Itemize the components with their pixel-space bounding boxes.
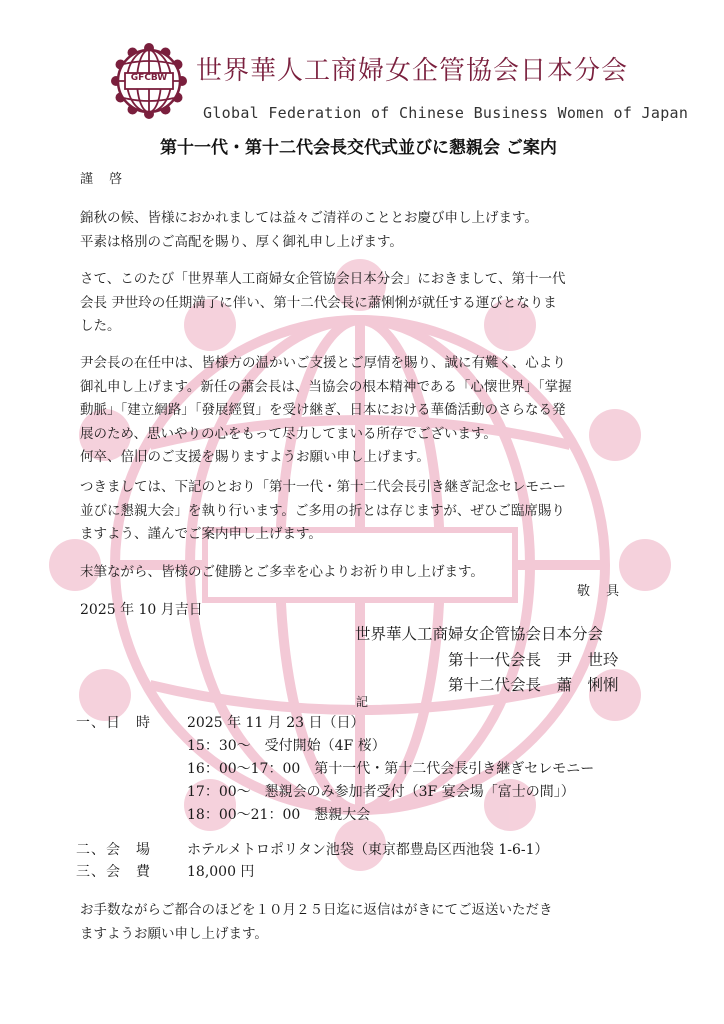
- paragraph-4: [80, 476, 655, 547]
- footer-line: ますようお願い申し上げます。: [80, 925, 268, 942]
- paragraph-1: [80, 207, 655, 254]
- datetime-line: 16：00～17：00 第十一代・第十二代会長引き継ぎセレモニー: [187, 761, 595, 777]
- org-name-jp: 世界華人工商婦女企管協会日本分会: [196, 56, 629, 86]
- paragraph-3: [80, 352, 655, 470]
- paragraph-line: つきましては、下記のとおり「第十一代・第十二代会長引き継ぎ記念セレモニー: [80, 479, 566, 495]
- paragraph-line: 会長 尹世玲の任期満了に伴い、第十二代会長に蕭悧悧が就任する運びとなりま: [80, 294, 557, 311]
- footer-line: お手数ながらご都合のほどを１０月２５日迄に返信はがきにてご返送いただき: [80, 902, 553, 918]
- closing: 敬 具: [577, 584, 626, 599]
- org-name-en: Global Federation of Chinese Business Women of Japan: [203, 104, 689, 122]
- datetime-label: 一、日 時: [76, 715, 151, 731]
- paragraph-line: 錦秋の候、皆様におかれましては益々ご清祥のこととお慶び申し上げます。: [80, 210, 538, 226]
- paragraph-2: [80, 268, 655, 339]
- paragraph-line: 並びに懇親大会」を執り行います。ご多用の折とは存じますが、ぜひご臨席賜り: [80, 502, 565, 519]
- fee-value: 18,000 円: [187, 864, 255, 880]
- date: 2025 年 10 月吉日: [80, 602, 203, 618]
- paragraph-line: した。: [80, 318, 121, 334]
- fee-label: 三、会 費: [76, 864, 151, 880]
- paragraph-line: 末筆ながら、皆様のご健勝とご多幸を心よりお祈り申し上げます。: [80, 564, 484, 580]
- paragraph-line: 何卒、倍旧のご支援を賜りますようお願い申し上げます。: [80, 449, 430, 465]
- paragraph-line: ますよう、謹んでご案内申し上げます。: [80, 526, 322, 542]
- signature-line-2: 第十二代会長 蕭 悧悧: [448, 676, 619, 694]
- datetime-line: 15：30～ 受付開始（4F 桜）: [187, 738, 386, 754]
- greeting: 謹 啓: [80, 172, 129, 187]
- logo-text: GFCBW: [130, 73, 168, 83]
- venue-value: ホテルメトロポリタン池袋（東京都豊島区西池袋 1-6-1）: [187, 842, 549, 858]
- datetime-line: 17：00～ 懇親会のみ参加者受付（3F 宴会場「富士の間」）: [187, 784, 575, 800]
- venue-label: 二、会 場: [76, 842, 151, 858]
- paragraph-5: [80, 561, 655, 585]
- paragraph-line: 尹会長の在任中は、皆様方の温かいご支援とご厚情を賜り、誠に有難く、心より: [80, 355, 566, 371]
- paragraph-line: さて、このたび「世界華人工商婦女企管協会日本分会」におきまして、第十一代: [80, 271, 566, 287]
- signature-line-1: 第十一代会長 尹 世玲: [448, 651, 619, 669]
- datetime-line: 18：00～21：00 懇親大会: [187, 807, 371, 823]
- paragraph-line: 平素は格別のご高配を賜り、厚く御礼申し上げます。: [80, 233, 403, 250]
- page-title: 第十一代・第十二代会長交代式並びに懇親会 ご案内: [160, 138, 557, 158]
- footer-note: [80, 899, 655, 946]
- signature-org: 世界華人工商婦女企管協会日本分会: [355, 625, 604, 643]
- paragraph-line: 御礼申し上げます。新任の蕭会長は、当協会の根本精神である「心懐世界」「掌握: [80, 378, 572, 395]
- ki-heading: 記: [356, 695, 369, 709]
- paragraph-line: 動脈」「建立網路」「發展經貿」を受け継ぎ、日本における華僑活動のさらなる発: [80, 402, 566, 418]
- paragraph-line: 展のため、思いやりの心をもって尽力してまいる所存でございます。: [80, 425, 497, 442]
- datetime-line: 2025 年 11 月 23 日（日）: [187, 715, 365, 731]
